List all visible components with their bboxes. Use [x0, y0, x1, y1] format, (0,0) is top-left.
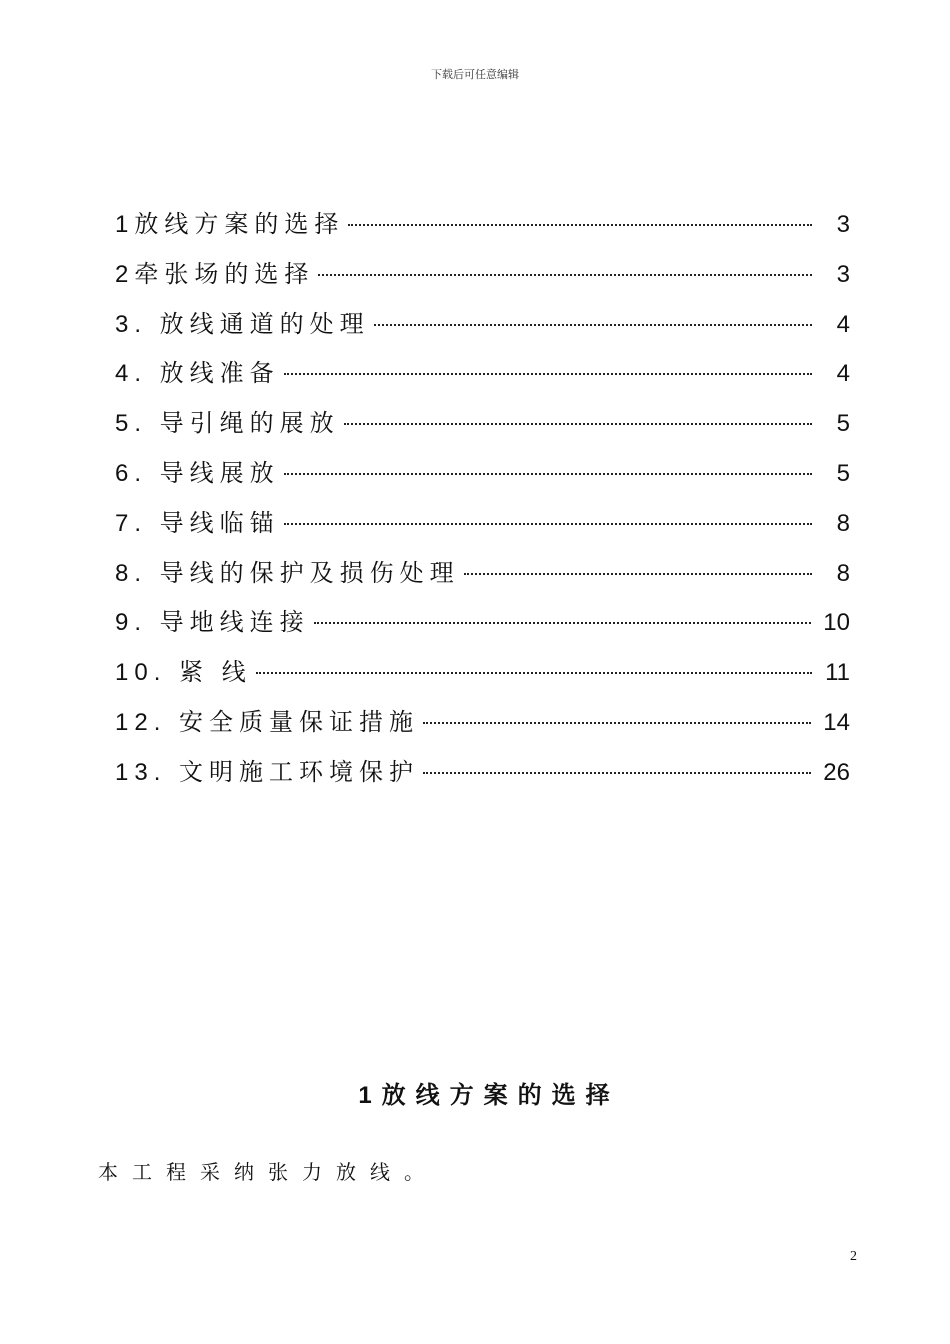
section-title: 1放线方案的选择 [358, 1082, 620, 1109]
toc-item[interactable] [115, 502, 850, 552]
toc-leader-dots [314, 622, 812, 624]
toc-leader-dots [284, 373, 812, 375]
toc-item-label: 5. 导引绳的展放 [115, 410, 340, 438]
toc-item[interactable] [115, 203, 850, 253]
toc-leader-dots [318, 274, 812, 276]
toc-item-page: 5 [836, 459, 850, 487]
toc-item[interactable] [115, 352, 850, 402]
toc-item[interactable] [115, 253, 850, 303]
toc-item-label: 13. 文明施工环境保护 [115, 758, 420, 786]
toc-item-label: 6. 导线展放 [115, 459, 280, 487]
toc-item-label: 8. 导线的保护及损伤处理 [115, 559, 460, 587]
toc-item[interactable] [115, 452, 850, 502]
table-of-contents [115, 203, 850, 801]
toc-item-label: 2牵张场的选择 [115, 260, 315, 288]
toc-item-page: 4 [836, 360, 850, 388]
toc-item[interactable] [115, 402, 850, 452]
toc-item-page: 8 [836, 509, 850, 537]
toc-leader-dots [464, 573, 812, 575]
page-number: 2 [850, 1249, 857, 1264]
toc-item-label: 9. 导地线连接 [115, 609, 310, 637]
toc-item-page: 4 [836, 310, 850, 338]
toc-leader-dots [423, 722, 811, 724]
body-paragraph: 本工程采纳张力放线。 [98, 1160, 438, 1184]
toc-leader-dots [344, 423, 812, 425]
toc-item[interactable] [115, 552, 850, 602]
toc-item-label: 12. 安全质量保证措施 [115, 708, 420, 736]
toc-item[interactable] [115, 303, 850, 353]
toc-item[interactable] [115, 601, 850, 651]
toc-item-label: 7. 导线临锚 [115, 509, 280, 537]
toc-item-page: 14 [823, 708, 850, 736]
toc-item[interactable] [115, 651, 850, 701]
toc-item-page: 8 [836, 559, 850, 587]
toc-item[interactable] [115, 701, 850, 751]
toc-leader-dots [256, 672, 812, 674]
toc-item-label: 4. 放线准备 [115, 360, 280, 388]
toc-item-page: 3 [836, 260, 850, 288]
toc-leader-dots [348, 224, 812, 226]
toc-leader-dots [284, 473, 812, 475]
toc-leader-dots [423, 772, 811, 774]
toc-item-page: 5 [836, 410, 850, 438]
toc-leader-dots [284, 523, 812, 525]
toc-item-page: 10 [823, 609, 850, 637]
toc-item-label: 1放线方案的选择 [115, 211, 345, 238]
toc-item[interactable] [115, 751, 850, 801]
toc-item-page: 11 [825, 659, 850, 687]
toc-item-page: 26 [823, 758, 850, 786]
toc-item-label: 10. 紧 线 [115, 659, 252, 687]
page-header: 下载后可任意编辑 [431, 68, 519, 81]
toc-item-page: 3 [836, 211, 850, 238]
toc-item-label: 3. 放线通道的处理 [115, 310, 370, 338]
toc-leader-dots [374, 324, 812, 326]
